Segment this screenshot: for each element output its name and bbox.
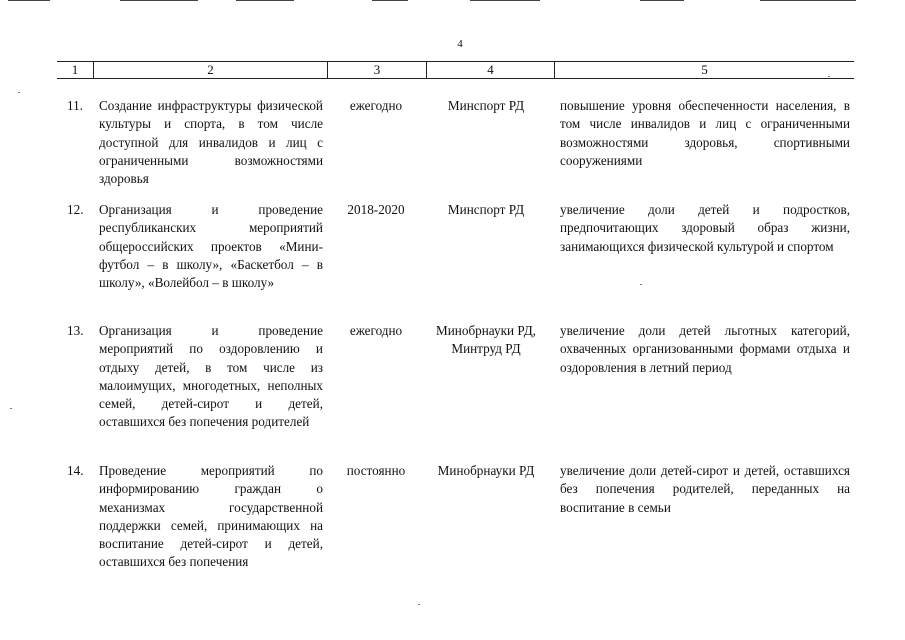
scan-edge-mark [760, 0, 856, 1]
header-cell-4: 4 [426, 62, 554, 78]
executor: Минобрнауки РД, Минтруд РД [436, 323, 536, 357]
scan-edge-mark [372, 0, 408, 1]
measure-name: Создание инфраструктуры физической культуры и спорта, в том числе доступной для инвалидов и лиц с ограниченными возможностями здоровья [99, 98, 323, 187]
executor: Минспорт РД [447, 202, 525, 217]
scan-speck [10, 408, 12, 409]
scan-edge-mark [236, 0, 294, 1]
scan-edge-mark [470, 0, 540, 1]
measure-name: Организация и проведение мероприятий по оздоровлению и отдыху детей, в том числе из малоимущих, многодетных, неполных семей, детей-сирот и детей, оставшихся без попечения родителей [99, 323, 323, 430]
page-number: 4 [457, 38, 463, 50]
expected-result: увеличение доли детей и подростков, предпочитающих здоровый образ жизни, занимающихся физической культурой и спортом [560, 202, 850, 254]
scan-edge-mark [120, 0, 198, 1]
row-number: 13. [67, 323, 84, 338]
row-number: 11. [67, 98, 83, 113]
measure-name: Проведение мероприятий по информированию граждан о механизмах государственной поддержки семей, принимающих на воспитание детей-сирот и детей, оставшихся без попечения [99, 463, 323, 570]
scan-speck [18, 92, 20, 93]
expected-result: увеличение доли детей льготных категорий, охваченных организованными формами отдыха и оздоровления в летний период [560, 323, 850, 375]
table-header-row [57, 61, 854, 79]
implementation-term: 2018-2020 [347, 202, 405, 217]
expected-result: увеличение доли детей-сирот и детей, оставшихся без попечения родителей, переданных на воспитание в семьи [560, 463, 850, 515]
scan-speck [418, 604, 420, 605]
scan-edge-mark [640, 0, 684, 1]
header-cell-1: 1 [71, 62, 79, 77]
header-cell-3: 3 [327, 62, 426, 78]
implementation-term: ежегодно [349, 323, 403, 338]
implementation-term: постоянно [346, 463, 406, 478]
scan-speck [640, 284, 642, 285]
executor: Минобрнауки РД [437, 463, 535, 478]
row-number: 14. [67, 463, 84, 478]
header-cell-2: 2 [93, 62, 327, 78]
scan-edge-mark [8, 0, 50, 1]
implementation-term: ежегодно [349, 98, 403, 113]
header-cell-5: 5 [554, 62, 854, 78]
measure-name: Организация и проведение республиканских мероприятий общероссийских проектов «Мини-футбол – в школу», «Баскетбол – в школу», «Волейбол – в школу» [99, 202, 323, 291]
scan-speck [828, 76, 830, 77]
expected-result: повышение уровня обеспеченности населения, в том числе инвалидов и лиц с ограниченными возможностями здоровья, спортивными сооружениями [560, 98, 850, 168]
executor: Минспорт РД [447, 98, 525, 113]
row-number: 12. [67, 202, 84, 217]
